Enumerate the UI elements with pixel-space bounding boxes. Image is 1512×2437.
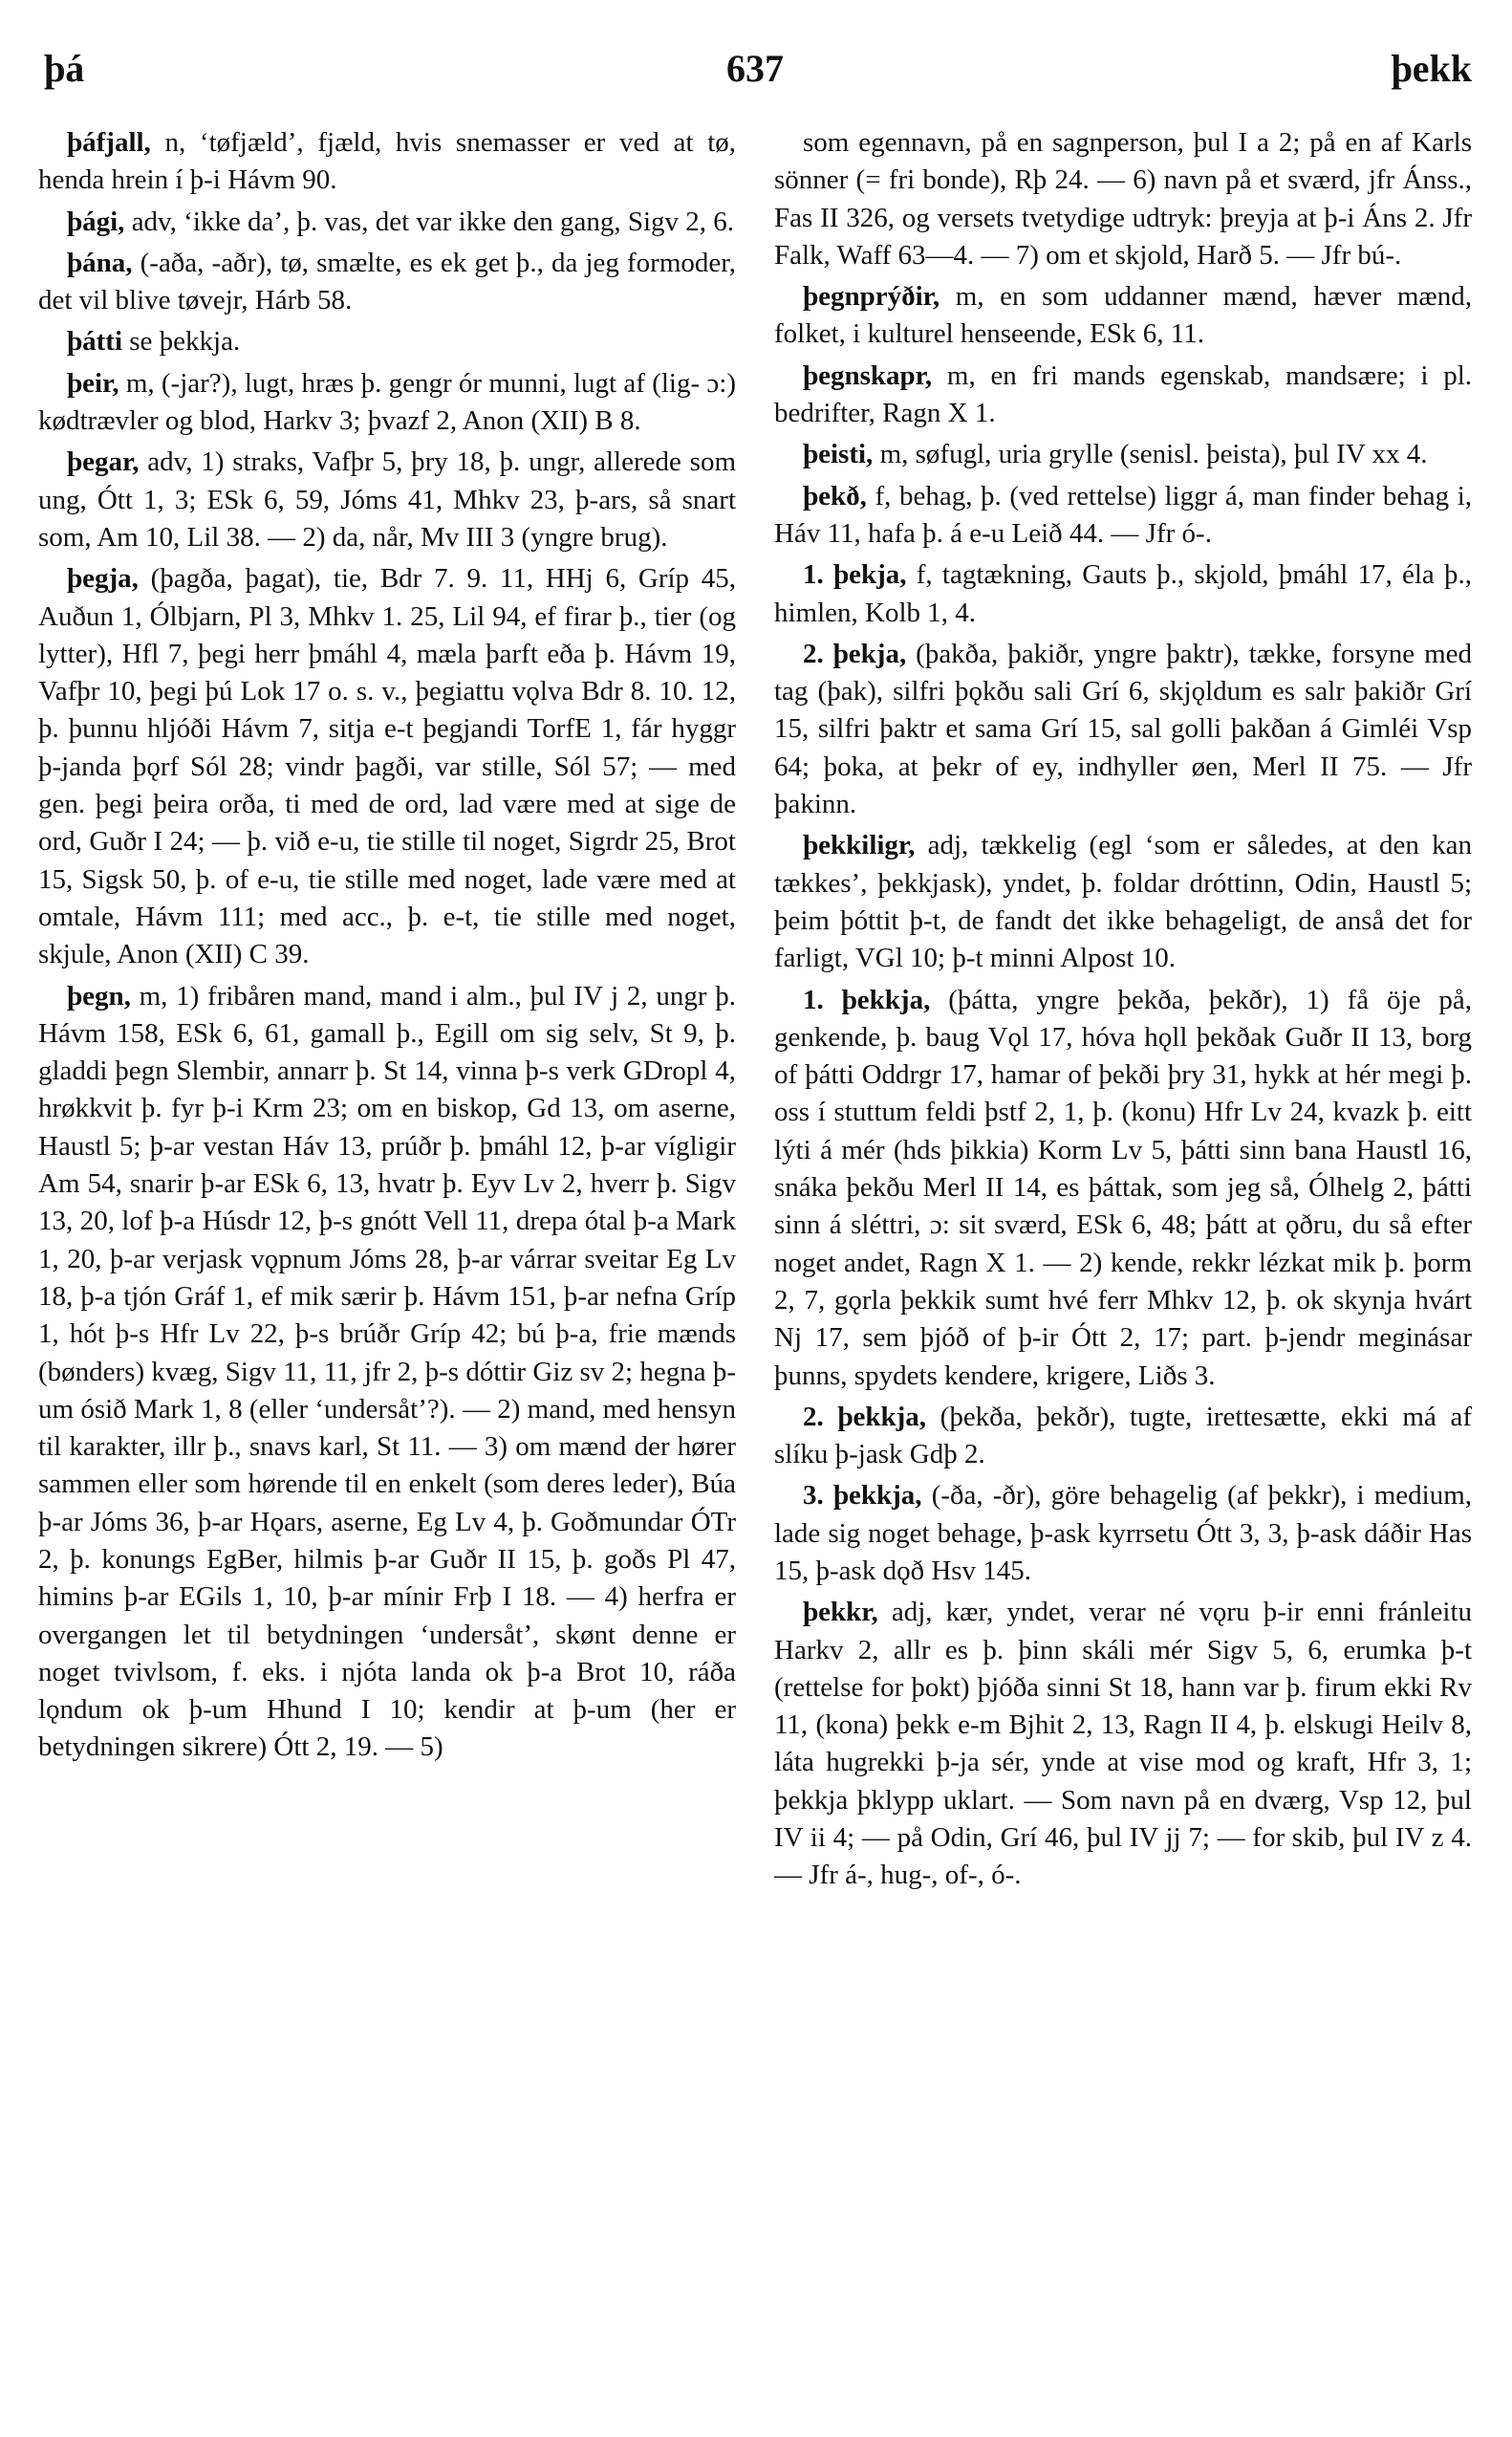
entry-definition: som egennavn, på en sagnperson, þul I a 2; på en af Karls sönner (= fri bonde), Rþ 24. — 6) navn på et sværd, jfr Ánss., Fas II 326, og versets tvetydige udtryk: þreyja at þ-i Áns 2. Jfr Falk, Waff 63—4. — 7) om et skjold, Harð 5. — Jfr bú-. [774, 127, 1472, 271]
right-column [774, 124, 1472, 2409]
dictionary-entry [774, 436, 1472, 473]
dictionary-entry [774, 1399, 1472, 1474]
dictionary-entry [38, 124, 736, 200]
dictionary-entry [774, 1477, 1472, 1590]
entry-definition: adv, ‘ikke da’, þ. vas, det var ikke den gang, Sigv 2, 6. [131, 206, 735, 237]
entry-headword: 1. þekkja, [803, 984, 931, 1015]
entry-headword: þági, [67, 206, 125, 237]
entry-definition: m, en som uddanner mænd, hæver mænd, folket, i kulturel henseende, ESk 6, 11. [774, 281, 1472, 350]
dictionary-entry [38, 245, 736, 320]
entry-headword: 2. þekja, [803, 638, 907, 669]
entry-headword: þeisti, [803, 439, 874, 470]
dictionary-entry [38, 560, 736, 973]
dictionary-entry [774, 827, 1472, 977]
entry-definition: se þekkja. [129, 326, 241, 358]
dictionary-entry [774, 278, 1472, 354]
dictionary-entry [774, 982, 1472, 1395]
entry-headword: þekkiligr, [803, 830, 916, 861]
entry-definition: (-aða, -aðr), tø, smælte, es ek get þ., da jeg formoder, det vil blive tøvejr, Hárb 58. [38, 247, 736, 316]
entry-definition: n, ‘tøfjæld’, fjæld, hvis snemasser er ved at tø, henda hrein í þ-i Hávm 90. [38, 127, 736, 196]
text-columns [38, 124, 1472, 2409]
dictionary-entry [38, 444, 736, 556]
entry-headword: 1. þekja, [803, 559, 907, 591]
dictionary-entry [774, 478, 1472, 554]
entry-headword: þegn, [67, 980, 131, 1012]
header-first-headword: þá [44, 47, 85, 90]
entry-definition: (þátta, yngre þekða, þekðr), 1) få öje på, genkende, þ. baug Vǫl 17, hóva hǫll þekðak Guðr II 13, borg of þátti Oddrgr 17, hamar of þekði þry 31, hykk at hér megi þ. oss í stuttum feldi þstf 2, 1, þ. (konu) Hfr Lv 24, kvazk þ. eitt lýti á mér (hds þikkia) Korm Lv 5, þátti sinn bana Haustl 16, snáka þekðu Merl II 14, es þáttak, som jeg så, Ólhelg 2, þátti sinn á sléttri, ɔ: sit sværd, ESk 6, 48; þátt at ǫðru, du så efter noget andet, Ragn X 1. — 2) kende, rekkr lézkat mik þ. þorm 2, 7, gǫrla þekkik sumt hvé ferr Mhkv 12, þ. ok skynja hvárt Nj 17, sem þjóð of þ-ir Ótt 2, 17; part. þ-jendr meginásar þunns, spydets kendere, krigere, Liðs 3. [774, 984, 1472, 1391]
entry-definition: (þakða, þakiðr, yngre þaktr), tække, forsyne med tag (þak), silfri þǫkðu sali Grí 6, skjǫldum es salr þakiðr Grí 15, silfri þaktr et sama Grí 15, sal golli þakðan á Gimléi Vsp 64; þoka, at þekr of ey, indhyller øen, Merl II 75. — Jfr þakinn. [774, 638, 1472, 820]
entry-headword: þegnprýðir, [803, 281, 940, 313]
dictionary-entry [774, 1594, 1472, 1894]
dictionary-entry [38, 365, 736, 441]
entry-definition: (þagða, þagat), tie, Bdr 7. 9. 11, HHj 6, Gríp 45, Auðun 1, Ólbjarn, Pl 3, Mhkv 1. 25, Lil 94, ef firar þ., tier (og lytter), Hfl 7, þegi herr þmáhl 4, mæla þarft eða þ. Hávm 19, Vafþr 10, þegi þú Lok 17 o. s. v., þegiattu vǫlva Bdr 8. 10. 12, þ. þunnu hljóði Hávm 7, sitja e-t þegjandi TorfE 1, fár hyggr þ-janda þǫrf Sól 28; vindr þagði, var stille, Sól 57; — med gen. þegi þeira orða, ti med de ord, lad være med at sige de ord, Guðr I 24; — þ. við e-u, tie stille til noget, Sigrdr 25, Brot 15, Sigsk 50, þ. of e-u, tie stille med noget, lade være med at omtale, Hávm 111; med acc., þ. e-t, tie stille med noget, skjule, Anon (XII) C 39. [38, 563, 736, 970]
dictionary-entry [38, 978, 736, 1767]
entry-definition: (þekða, þekðr), tugte, irettesætte, ekki má af slíku þ-jask Gdþ 2. [774, 1401, 1472, 1470]
entry-definition: m, søfugl, uria grylle (senisl. þeista), þul IV xx 4. [879, 439, 1428, 470]
dictionary-entry [38, 204, 736, 241]
entry-definition: (-ða, -ðr), göre behagelig (af þekkr), i medium, lade sig noget behage, þ-ask kyrrsetu Ótt 3, 3, þ-ask dáðir Has 15, þ-ask dǫð Hsv 145. [774, 1480, 1472, 1586]
entry-definition: m, 1) fribåren mand, mand i alm., þul IV j 2, ungr þ. Hávm 158, ESk 6, 61, gamall þ., Egill om sig selv, St 9, þ. gladdi þegn Slembir, annarr þ. St 14, vinna þ-s verk GDropl 4, hrøkkvit þ. fyr þ-i Krm 23; om en biskop, Gd 13, om aserne, Haustl 5; þ-ar vestan Háv 13, prúðr þ. þmáhl 12, þ-ar vígligir Am 54, snarir þ-ar ESk 6, 13, hvatr þ. Eyv Lv 2, hverr þ. Sigv 13, 20, lof þ-a Húsdr 12, þ-s gnótt Vell 11, drepa ótal þ-a Mark 1, 20, þ-ar verjask vǫpnum Jóms 28, þ-ar várrar sveitar Eg Lv 18, þ-a tjón Gráf 1, ef mik særir þ. Hávm 151, þ-ar nefna Gríp 1, hót þ-s Hfr Lv 22, þ-s brúðr Gríp 42; bú þ-a, frie mænds (bønders) kvæg, Sigv 11, 11, jfr 2, þ-s dóttir Giz sv 2; hegna þ-um ósið Mark 1, 8 (eller ‘undersåt’?). — 2) mand, med hensyn til karakter, illr þ., snavs karl, St 11. — 3) om mænd der hører sammen eller som hørende til en enkelt (som deres leder), Búa þ-ar Jóms 36, þ-ar Hǫars, aserne, Eg Lv 4, þ. Goðmundar ÓTr 2, þ. konungs EgBer, hilmis þ-ar Guðr II 15, þ. goðs Pl 47, himins þ-ar EGils 1, 10, þ-ar mínir Frþ I 18. — 4) herfra er overgangen let til betydningen ‘undersåt’, skønt denne er noget tvivlsom, f. eks. i njóta landa ok þ-a Brot 10, ráða lǫndum ok þ-um Hhund I 10; kendir at þ-um (her er betydningen sikrere) Ótt 2, 19. — 5) [38, 980, 736, 1763]
entry-definition: adj, kær, yndet, verar né vǫru þ-ir enni fránleitu Harkv 2, allr es þ. þinn skáli mér Sigv 5, 6, erumka þ-t (rettelse for þokt) þjóða sinni St 18, hann var þ. firum ekki Rv 11, (kona) þekk e-m Bjhit 2, 13, Ragn II 4, þ. elskugi Heilv 8, láta hugrekki þ-ja sér, ynde at vise mod og kraft, Hfr 3, 1; þekkja þklypp uklart. — Som navn på en dværg, Vsp 12, þul IV ii 4; — på Odin, Grí 46, þul IV jj 7; — for skib, þul IV z 4. — Jfr á-, hug-, of-, ó-. [774, 1597, 1472, 1891]
entry-headword: þegnskapr, [803, 359, 933, 391]
entry-definition: f, behag, þ. (ved rettelse) liggr á, man finder behag i, Háv 11, hafa þ. á e-u Leið 44. — Jfr ó-. [774, 480, 1472, 549]
dictionary-page [38, 29, 1472, 2409]
entry-definition: adv, 1) straks, Vafþr 5, þry 18, þ. ungr, allerede som ung, Ótt 1, 3; ESk 6, 59, Jóms 41, Mhkv 23, þ-ars, så snart som, Am 10, Lil 38. — 2) da, når, Mv III 3 (yngre brug). [38, 446, 736, 553]
entry-headword: 3. þekkja, [803, 1480, 922, 1512]
dictionary-entry [38, 323, 736, 360]
left-column [38, 124, 736, 2409]
page-number: 637 [726, 47, 784, 90]
entry-definition: m, en fri mands egenskab, mandsære; i pl. bedrifter, Ragn X 1. [774, 359, 1472, 429]
entry-headword: þekð, [803, 480, 867, 511]
entry-definition: f, tagtækning, Gauts þ., skjold, þmáhl 17, éla þ., himlen, Kolb 1, 4. [774, 559, 1472, 628]
header-last-headword: þekk [1391, 47, 1472, 90]
dictionary-entry [774, 124, 1472, 274]
entry-headword: 2. þekkja, [803, 1401, 927, 1432]
entry-headword: þána, [67, 247, 133, 278]
entry-headword: þegar, [67, 446, 140, 478]
entry-headword: þátti [67, 326, 122, 358]
page-header [38, 29, 1472, 98]
entry-headword: þekkr, [803, 1597, 878, 1628]
dictionary-entry [774, 556, 1472, 632]
entry-headword: þeir, [67, 367, 119, 399]
dictionary-entry [774, 358, 1472, 433]
entry-headword: þáfjall, [67, 127, 151, 158]
entry-definition: m, (-jar?), lugt, hræs þ. gengr ór munni, lugt af (lig- ɔ:) kødtrævler og blod, Harkv 3; þvazf 2, Anon (XII) B 8. [38, 367, 736, 437]
entry-definition: adj, tækkelig (egl ‘som er således, at den kan tækkes’, þekkjask), yndet, þ. foldar dróttinn, Odin, Haustl 5; þeim þóttit þ-t, de fandt det ikke behageligt, de anså det for farligt, VGl 10; þ-t minni Alpost 10. [774, 830, 1472, 974]
dictionary-entry [774, 636, 1472, 823]
entry-headword: þegja, [67, 563, 139, 595]
